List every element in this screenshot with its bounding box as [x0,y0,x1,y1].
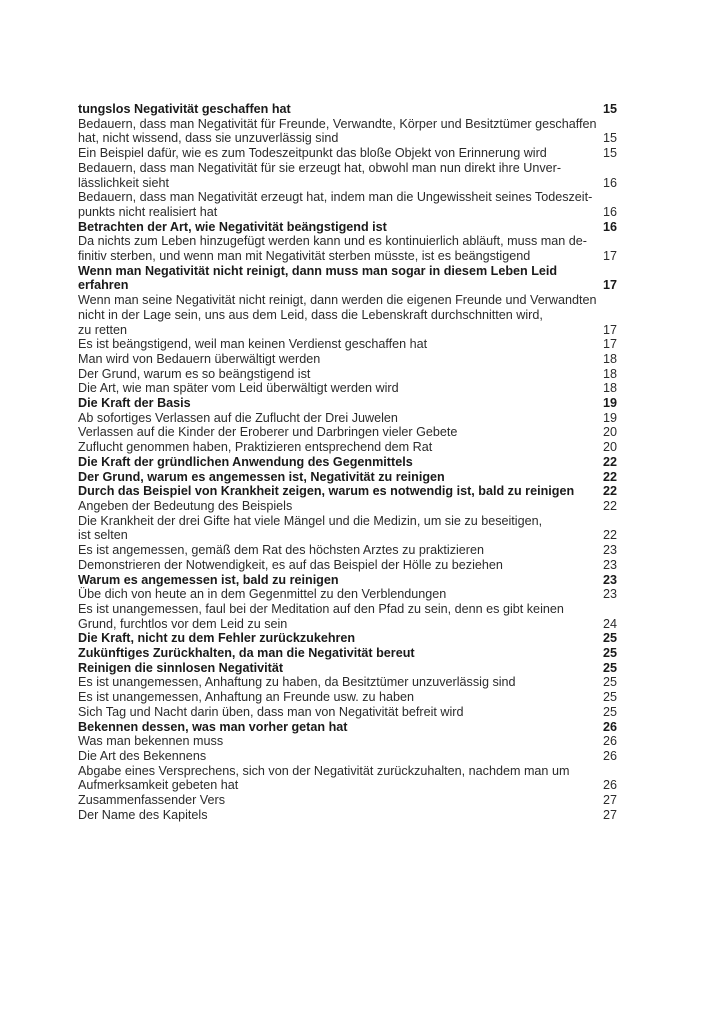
toc-entry [78,234,638,263]
entry-text-line: Abgabe eines Versprechens, sich von der Negativität zurückzuhalten, nachdem man um [78,763,570,778]
entry-text-line: Die Kraft der Basis [78,396,191,411]
entry-text-line: Angeben der Bedeutung des Beispiels [78,498,293,513]
entry-text-line: punkts nicht realisiert hat [78,204,218,219]
page-number: 25 [602,704,617,719]
entry-text-line: Ein Beispiel dafür, wie es zum Todeszeitpunkt das bloße Objekt von Erinnerung wird [78,146,547,161]
entry-text-line: Die Krankheit der drei Gifte hat viele Mängel und die Medizin, um sie zu beseitigen, [78,513,543,528]
entry-text-line: Was man bekennen muss [78,734,224,749]
page-number: 20 [602,440,617,455]
page-number: 23 [602,587,617,602]
toc-entry [78,293,638,337]
toc-entry [78,146,638,161]
toc-heading-entry [78,220,638,235]
page-number: 23 [602,543,617,558]
page-number: 16 [602,175,617,190]
entry-text-line: Es ist unangemessen, Anhaftung zu haben, da Besitztümer unzuverlässig sind [78,675,516,690]
entry-text-line: Reinigen die sinnlosen Negativität [78,660,284,675]
page-number: 17 [602,337,617,352]
page-number: 26 [602,748,617,763]
page-number: 22 [602,528,617,543]
entry-text-line: Die Art des Bekennens [78,748,207,763]
page-number: 22 [602,498,617,513]
page-number: 18 [602,381,617,396]
toc-heading-entry [78,264,638,293]
page-number: 15 [602,146,617,161]
entry-text-line: Betrachten der Art, wie Negativität beängstigend ist [78,219,387,234]
page-number: 22 [602,484,617,499]
toc-entry [78,705,638,720]
page-number: 19 [602,410,617,425]
toc-entry [78,558,638,573]
entry-text-line: Man wird von Bedauern überwältigt werden [78,351,321,366]
page-number: 16 [602,204,617,219]
entry-text-line: Demonstrieren der Notwendigkeit, es auf das Beispiel der Hölle zu beziehen [78,557,503,572]
entry-text-line: Warum es angemessen ist, bald zu reinigen [78,572,339,587]
page-number: 23 [602,572,617,587]
toc-entry [78,161,638,190]
page-number: 27 [602,807,617,822]
toc-entry [78,367,638,382]
entry-text-line: Verlassen auf die Kinder der Eroberer und Darbringen vieler Gebete [78,425,458,440]
entry-text-line: tungslos Negativität geschaffen hat [78,102,291,116]
page-number: 17 [602,322,617,337]
toc-entry [78,808,638,823]
toc-heading-entry [78,646,638,661]
page-number: 25 [602,690,617,705]
entry-text-line: Es ist unangemessen, faul bei der Meditation auf den Pfad zu sein, denn es gibt keinen [78,601,564,616]
entry-text-line: Wenn man seine Negativität nicht reinigt, dann werden die eigenen Freunde und Verwandten [78,293,597,308]
entry-text-line: lässlichkeit sieht [78,175,169,190]
page-number: 17 [602,278,617,293]
toc-entry [78,117,638,146]
entry-text-line: Es ist unangemessen, Anhaftung an Freunde usw. zu haben [78,690,415,705]
toc-entry [78,352,638,367]
page-number: 24 [602,616,617,631]
toc-entry [78,602,638,631]
page-number: 26 [602,734,617,749]
page-number: 25 [602,631,617,646]
entry-text-line: Die Kraft, nicht zu dem Fehler zurückzukehren [78,631,356,646]
entry-text-line: Der Grund, warum es angemessen ist, Negativität zu reinigen [78,469,445,484]
page-number: 15 [602,102,617,116]
entry-text-line: zu retten [78,322,128,337]
toc-entry [78,440,638,455]
entry-text-line: Grund, furchtlos vor dem Leid zu sein [78,616,288,631]
entry-text-line: Durch das Beispiel von Krankheit zeigen, warum es notwendig ist, bald zu reinigen [78,484,575,499]
entry-text-line: Der Name des Kapitels [78,807,208,822]
toc-heading-entry [78,720,638,735]
entry-text-line: ist selten [78,528,128,543]
entry-text-line: Bedauern, dass man Negativität für sie erzeugt hat, obwohl man nun direkt ihre Unver- [78,160,562,175]
entry-text-line: Ab sofortiges Verlassen auf die Zuflucht der Drei Juwelen [78,410,398,425]
toc-entry [78,543,638,558]
page-number: 22 [602,454,617,469]
toc-heading-entry [78,396,638,411]
toc-heading-entry [78,455,638,470]
toc-entry [78,690,638,705]
entry-text-line: Die Kraft der gründlichen Anwendung des Gegenmittels [78,454,413,469]
entry-text-line: Bedauern, dass man Negativität für Freunde, Verwandte, Körper und Besitztümer geschaffen [78,116,597,131]
toc-entry [78,337,638,352]
entry-text-line: Bedauern, dass man Negativität erzeugt hat, indem man die Ungewissheit seines Todeszeit- [78,190,593,205]
entry-text-line: Bekennen dessen, was man vorher getan hat [78,719,348,734]
page-number: 22 [602,469,617,484]
entry-text-line: erfahren [78,278,129,293]
entry-text-line: Zukünftiges Zurückhalten, da man die Negativität bereut [78,646,415,661]
page-number: 27 [602,793,617,808]
entry-text-line: Sich Tag und Nacht darin üben, dass man von Negativität befreit wird [78,704,464,719]
page-number: 25 [602,660,617,675]
toc-entry [78,514,638,543]
page-number: 15 [602,131,617,146]
toc-entry [78,425,638,440]
page-number: 17 [602,249,617,264]
toc-entry [78,381,638,396]
entry-text-line: Es ist angemessen, gemäß dem Rat des höchsten Arztes zu praktizieren [78,543,484,558]
page-number: 26 [602,778,617,793]
page-number: 20 [602,425,617,440]
toc-heading-entry [78,573,638,588]
toc-entry [78,499,638,514]
toc-entry [78,793,638,808]
toc-entry [78,190,638,219]
page-number: 25 [602,646,617,661]
toc-entry [78,675,638,690]
entry-text-line: Aufmerksamkeit gebeten hat [78,778,239,793]
entry-text-line: Wenn man Negativität nicht reinigt, dann muss man sogar in diesem Leben Leid [78,263,558,278]
toc-entry [78,587,638,602]
page-number: 23 [602,557,617,572]
toc-heading-entry [78,631,638,646]
entry-text-line: Zusammenfassender Vers [78,793,225,808]
toc-entry [78,764,638,793]
entry-text-line: Der Grund, warum es so beängstigend ist [78,366,311,381]
page-number: 19 [602,396,617,411]
entry-text-line: Es ist beängstigend, weil man keinen Verdienst geschaffen hat [78,337,428,352]
page-number: 18 [602,351,617,366]
toc-heading-entry [78,102,638,117]
page-number: 16 [602,219,617,234]
page-number: 25 [602,675,617,690]
entry-text-line: Zuflucht genommen haben, Praktizieren entsprechend dem Rat [78,440,433,455]
entry-text-line: Da nichts zum Leben hinzugefügt werden kann und es kontinuierlich abläuft, muss man de- [78,234,587,249]
toc-entry [78,749,638,764]
toc-entry [78,411,638,426]
entry-text-line: Die Art, wie man später vom Leid überwältigt werden wird [78,381,399,396]
toc-heading-entry [78,661,638,676]
toc-entry [78,734,638,749]
page-number: 26 [602,719,617,734]
entry-text-line: nicht in der Lage sein, uns aus dem Leid, dass die Lebenskraft durchschnitten wird, [78,307,543,322]
toc-heading-entry [78,484,638,499]
entry-text-line: Übe dich von heute an in dem Gegenmittel zu den Verblendungen [78,587,447,602]
table-of-contents [78,102,638,822]
entry-text-line: finitiv sterben, und wenn man mit Negativität sterben müsste, ist es beängstigend [78,249,531,264]
toc-heading-entry [78,470,638,485]
entry-text-line: hat, nicht wissend, dass sie unzuverlässig sind [78,131,339,146]
page-number: 18 [602,366,617,381]
